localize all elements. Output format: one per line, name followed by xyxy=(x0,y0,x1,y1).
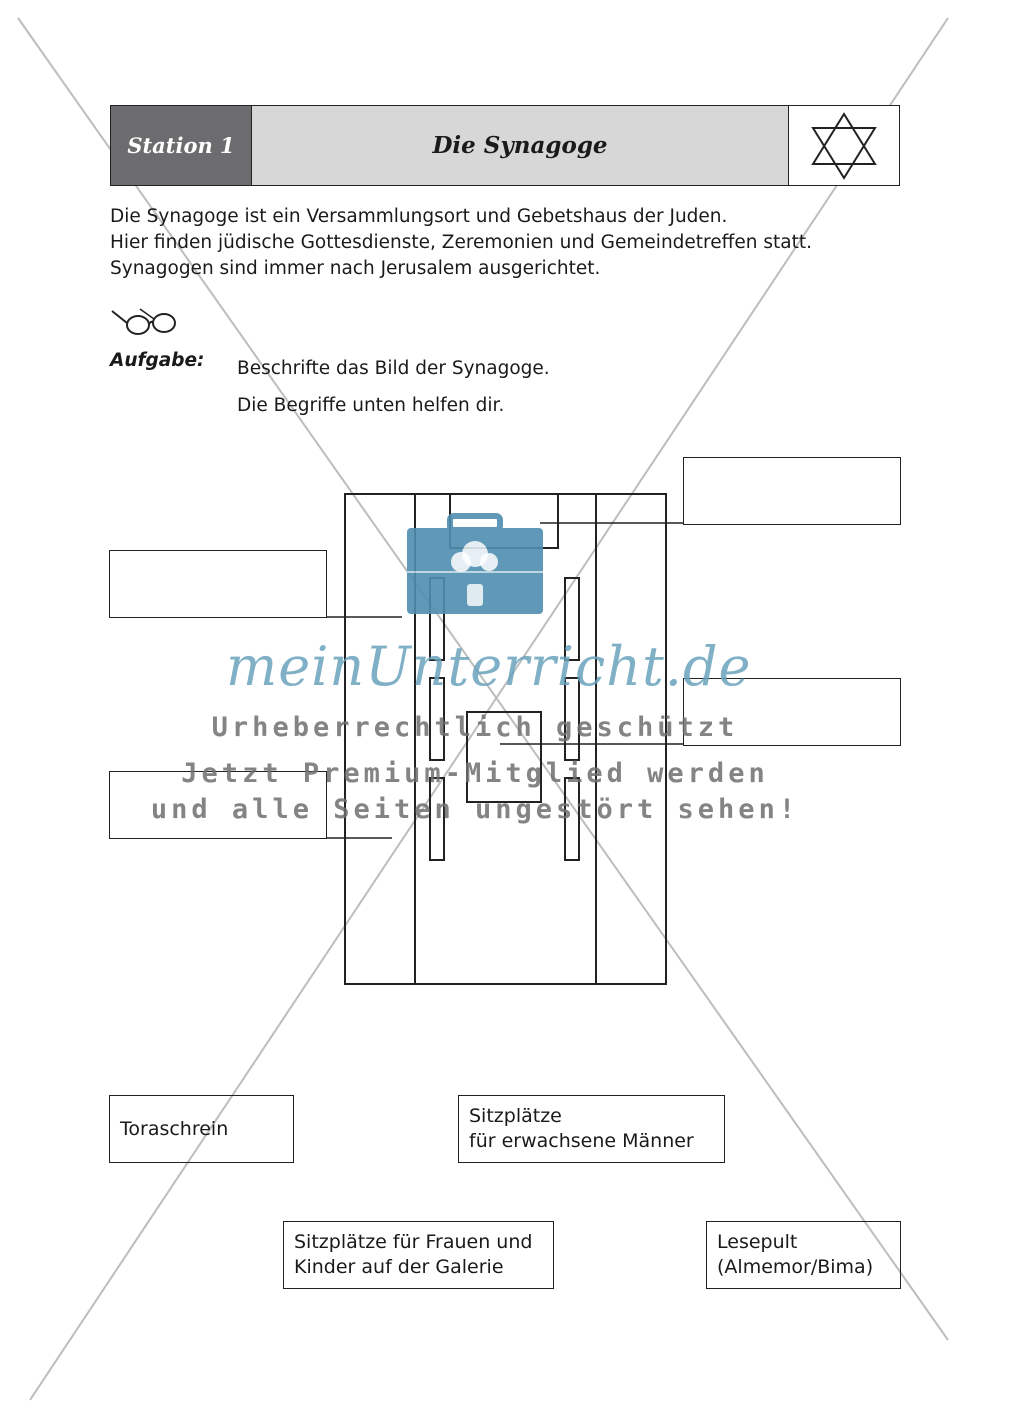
term-box-sitzplaetze-maenner[interactable] xyxy=(458,1095,725,1163)
intro-line: Die Synagoge ist ein Versammlungsort und Gebetshaus der Juden. xyxy=(110,206,728,227)
watermark-brand: meinUnterricht.de xyxy=(226,635,752,698)
term-text: Lesepult (Almemor/Bima) xyxy=(717,1231,874,1278)
intro-line: Hier finden jüdische Gottesdienste, Zeremonien und Gemeindetreffen statt. xyxy=(110,232,812,253)
watermark-line: und alle Seiten ungestört sehen! xyxy=(150,794,800,825)
watermark-line: Jetzt Premium-Mitglied werden xyxy=(181,758,769,789)
task-line: Die Begriffe unten helfen dir. xyxy=(237,395,505,416)
intro-line: Synagogen sind immer nach Jerusalem ausgerichtet. xyxy=(110,258,601,279)
watermark-line: Urheberrechtlich geschützt xyxy=(211,712,739,743)
briefcase-watermark-icon xyxy=(405,512,545,616)
task-line: Beschrifte das Bild der Synagoge. xyxy=(237,358,550,379)
term-box-toraschrein[interactable] xyxy=(109,1095,294,1163)
term-text: Sitzplätze für erwachsene Männer xyxy=(469,1105,694,1152)
term-box-lesepult[interactable] xyxy=(706,1221,901,1289)
term-box-sitzplaetze-frauen[interactable] xyxy=(283,1221,554,1289)
term-text: Toraschrein xyxy=(120,1117,229,1140)
task-label: Aufgabe: xyxy=(110,350,205,371)
term-text: Sitzplätze für Frauen und Kinder auf der Galerie xyxy=(294,1231,533,1278)
station-number: Station 1 xyxy=(111,106,252,185)
page-title: Die Synagoge xyxy=(252,106,789,185)
